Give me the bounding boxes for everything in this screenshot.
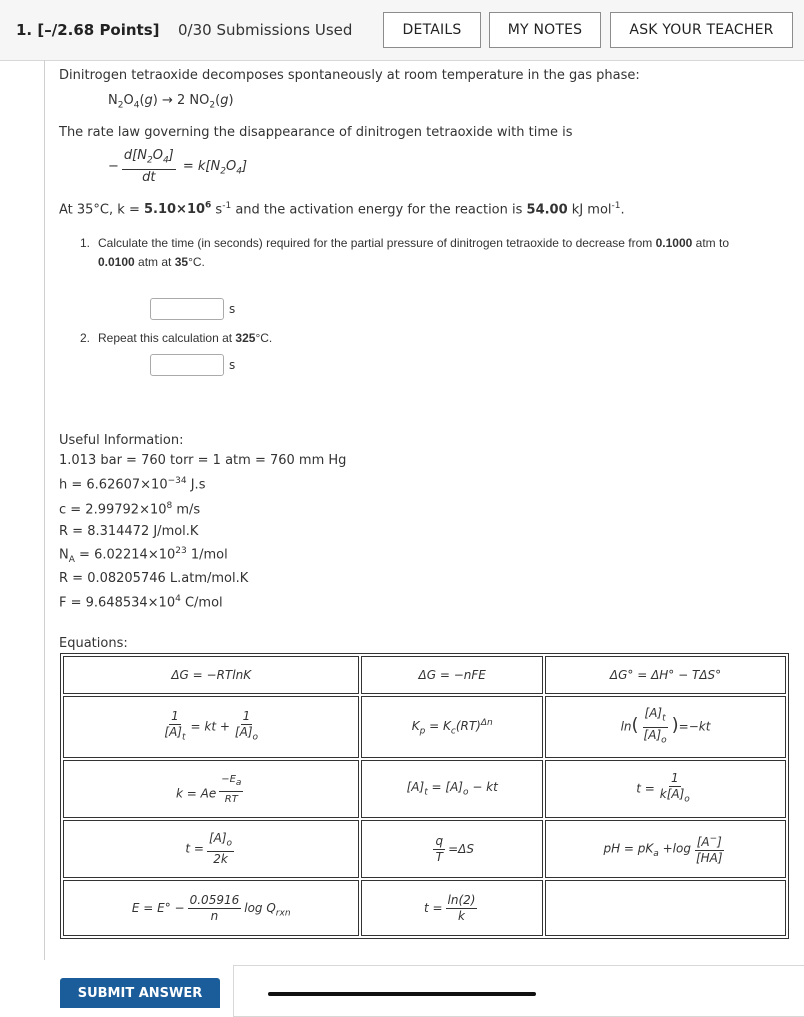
avogadro-number: $N_A = 6.02214\times 10^{23}$ 1/mol [59, 546, 228, 565]
eq-second-order-half-life: t = $\frac{1}{k[A]_o}$ [545, 760, 786, 818]
eq-kp-kc: $K_p = K_c(RT)^{\Delta n}$ [361, 696, 543, 758]
k-value: $5.10\times 10^6$ [143, 201, 212, 218]
eq-first-order: ln( $\frac{[A]_t}{[A]_o}$ )=−kt [545, 696, 786, 758]
answer-1-unit: s [229, 302, 236, 316]
question-1-text-cont: 0.0100 atm at 35°C. [98, 255, 205, 269]
question-2-text: Repeat this calculation at 325°C. [98, 331, 273, 345]
answer-2-input[interactable] [150, 354, 224, 376]
eq-second-order: $\frac{1}{[A]_t}$ = kt + $\frac{1}{[A]_o}$ [63, 696, 359, 758]
activation-energy-value: 54.00 [526, 202, 568, 218]
conditions-text: At 35°C, $k = 5.10\times 10^6$ $s^{-1}$ and the activation energy for the reaction is 54.00 kJ mol$^{-1}$. [59, 201, 625, 218]
eq-nernst: E = E° − $\frac{0.05916}{n}$ $\log Q_{rxn}$ [63, 880, 359, 936]
ask-your-teacher-button[interactable]: ASK YOUR TEACHER [610, 12, 793, 48]
eq-gibbs-std: ΔG° = ΔH° − TΔS° [545, 656, 786, 694]
rate-law-equation: − $\frac{d[N_2O_4]}{dt}$ = $k[N_2O_4]$ [108, 148, 248, 185]
eq-henderson-hasselbalch: pH = $pK_a +\log$ $\frac{[A^-]}{[HA]}$ [545, 820, 786, 878]
eq-empty-cell [545, 880, 786, 936]
question-number: 1. [–/2.68 Points] [16, 21, 160, 39]
horizontal-scrollbar[interactable] [268, 992, 536, 996]
eq-arrhenius: k = Ae $^{\frac{-E_a}{RT}}$ [63, 760, 359, 818]
my-notes-button[interactable]: MY NOTES [489, 12, 601, 48]
speed-of-light: $c = 2.99792\times 10^8$ m/s [59, 501, 201, 518]
useful-info-title: Useful Information: [59, 433, 184, 448]
submit-answer-button[interactable]: SUBMIT ANSWER [60, 978, 220, 1008]
rate-law-intro: The rate law governing the disappearance of dinitrogen tetraoxide with time is [59, 125, 573, 140]
gas-constant-atm: R = 0.08205746 L.atm/mol.K [59, 571, 249, 586]
question-2-number: 2. [80, 331, 91, 345]
reaction-equation: $N_2O_4(g) \to 2$ $NO_2(g)$ [108, 93, 234, 111]
points-label: [–/2.68 Points] [37, 21, 160, 39]
eq-gibbs-e: ΔG = −nFE [361, 656, 543, 694]
pressure-conversion: 1.013 bar = 760 torr = 1 atm = 760 mm Hg [59, 453, 347, 468]
eq-entropy: $\frac{q}{T}$ =ΔS [361, 820, 543, 878]
gas-constant-si: R = 8.314472 J/mol.K [59, 524, 199, 539]
eq-zero-order: $[A]_t = [A]_o$ − kt [361, 760, 543, 818]
answer-1-input[interactable] [150, 298, 224, 320]
details-button[interactable]: DETAILS [383, 12, 481, 48]
equations-table [60, 653, 789, 939]
equations-title: Equations: [59, 636, 128, 651]
question-header [0, 0, 804, 61]
eq-gibbs-k: ΔG = −RTlnK [63, 656, 359, 694]
eq-zero-order-half-life: t = $\frac{[A]_o}{2k}$ [63, 820, 359, 878]
submissions-count: 0/30 Submissions Used [178, 21, 353, 39]
question-1-text: Calculate the time (in seconds) required for the partial pressure of dinitrogen tetraoxide to decrease from 0.1000 atm to [98, 236, 730, 250]
bottom-panel [233, 965, 804, 1017]
question-1-number: 1. [80, 236, 91, 250]
problem-intro: Dinitrogen tetraoxide decomposes spontaneously at room temperature in the gas phase: [59, 68, 640, 83]
answer-2-unit: s [229, 358, 236, 372]
content-left-border [44, 60, 45, 960]
faraday-constant: $F = 9.648534\times 10^4$ C/mol [59, 594, 223, 611]
planck-constant: $h = 6.62607\times 10^{-34}$ J.s [59, 476, 206, 493]
eq-first-order-half-life: t = $\frac{\ln(2)}{k}$ [361, 880, 543, 936]
